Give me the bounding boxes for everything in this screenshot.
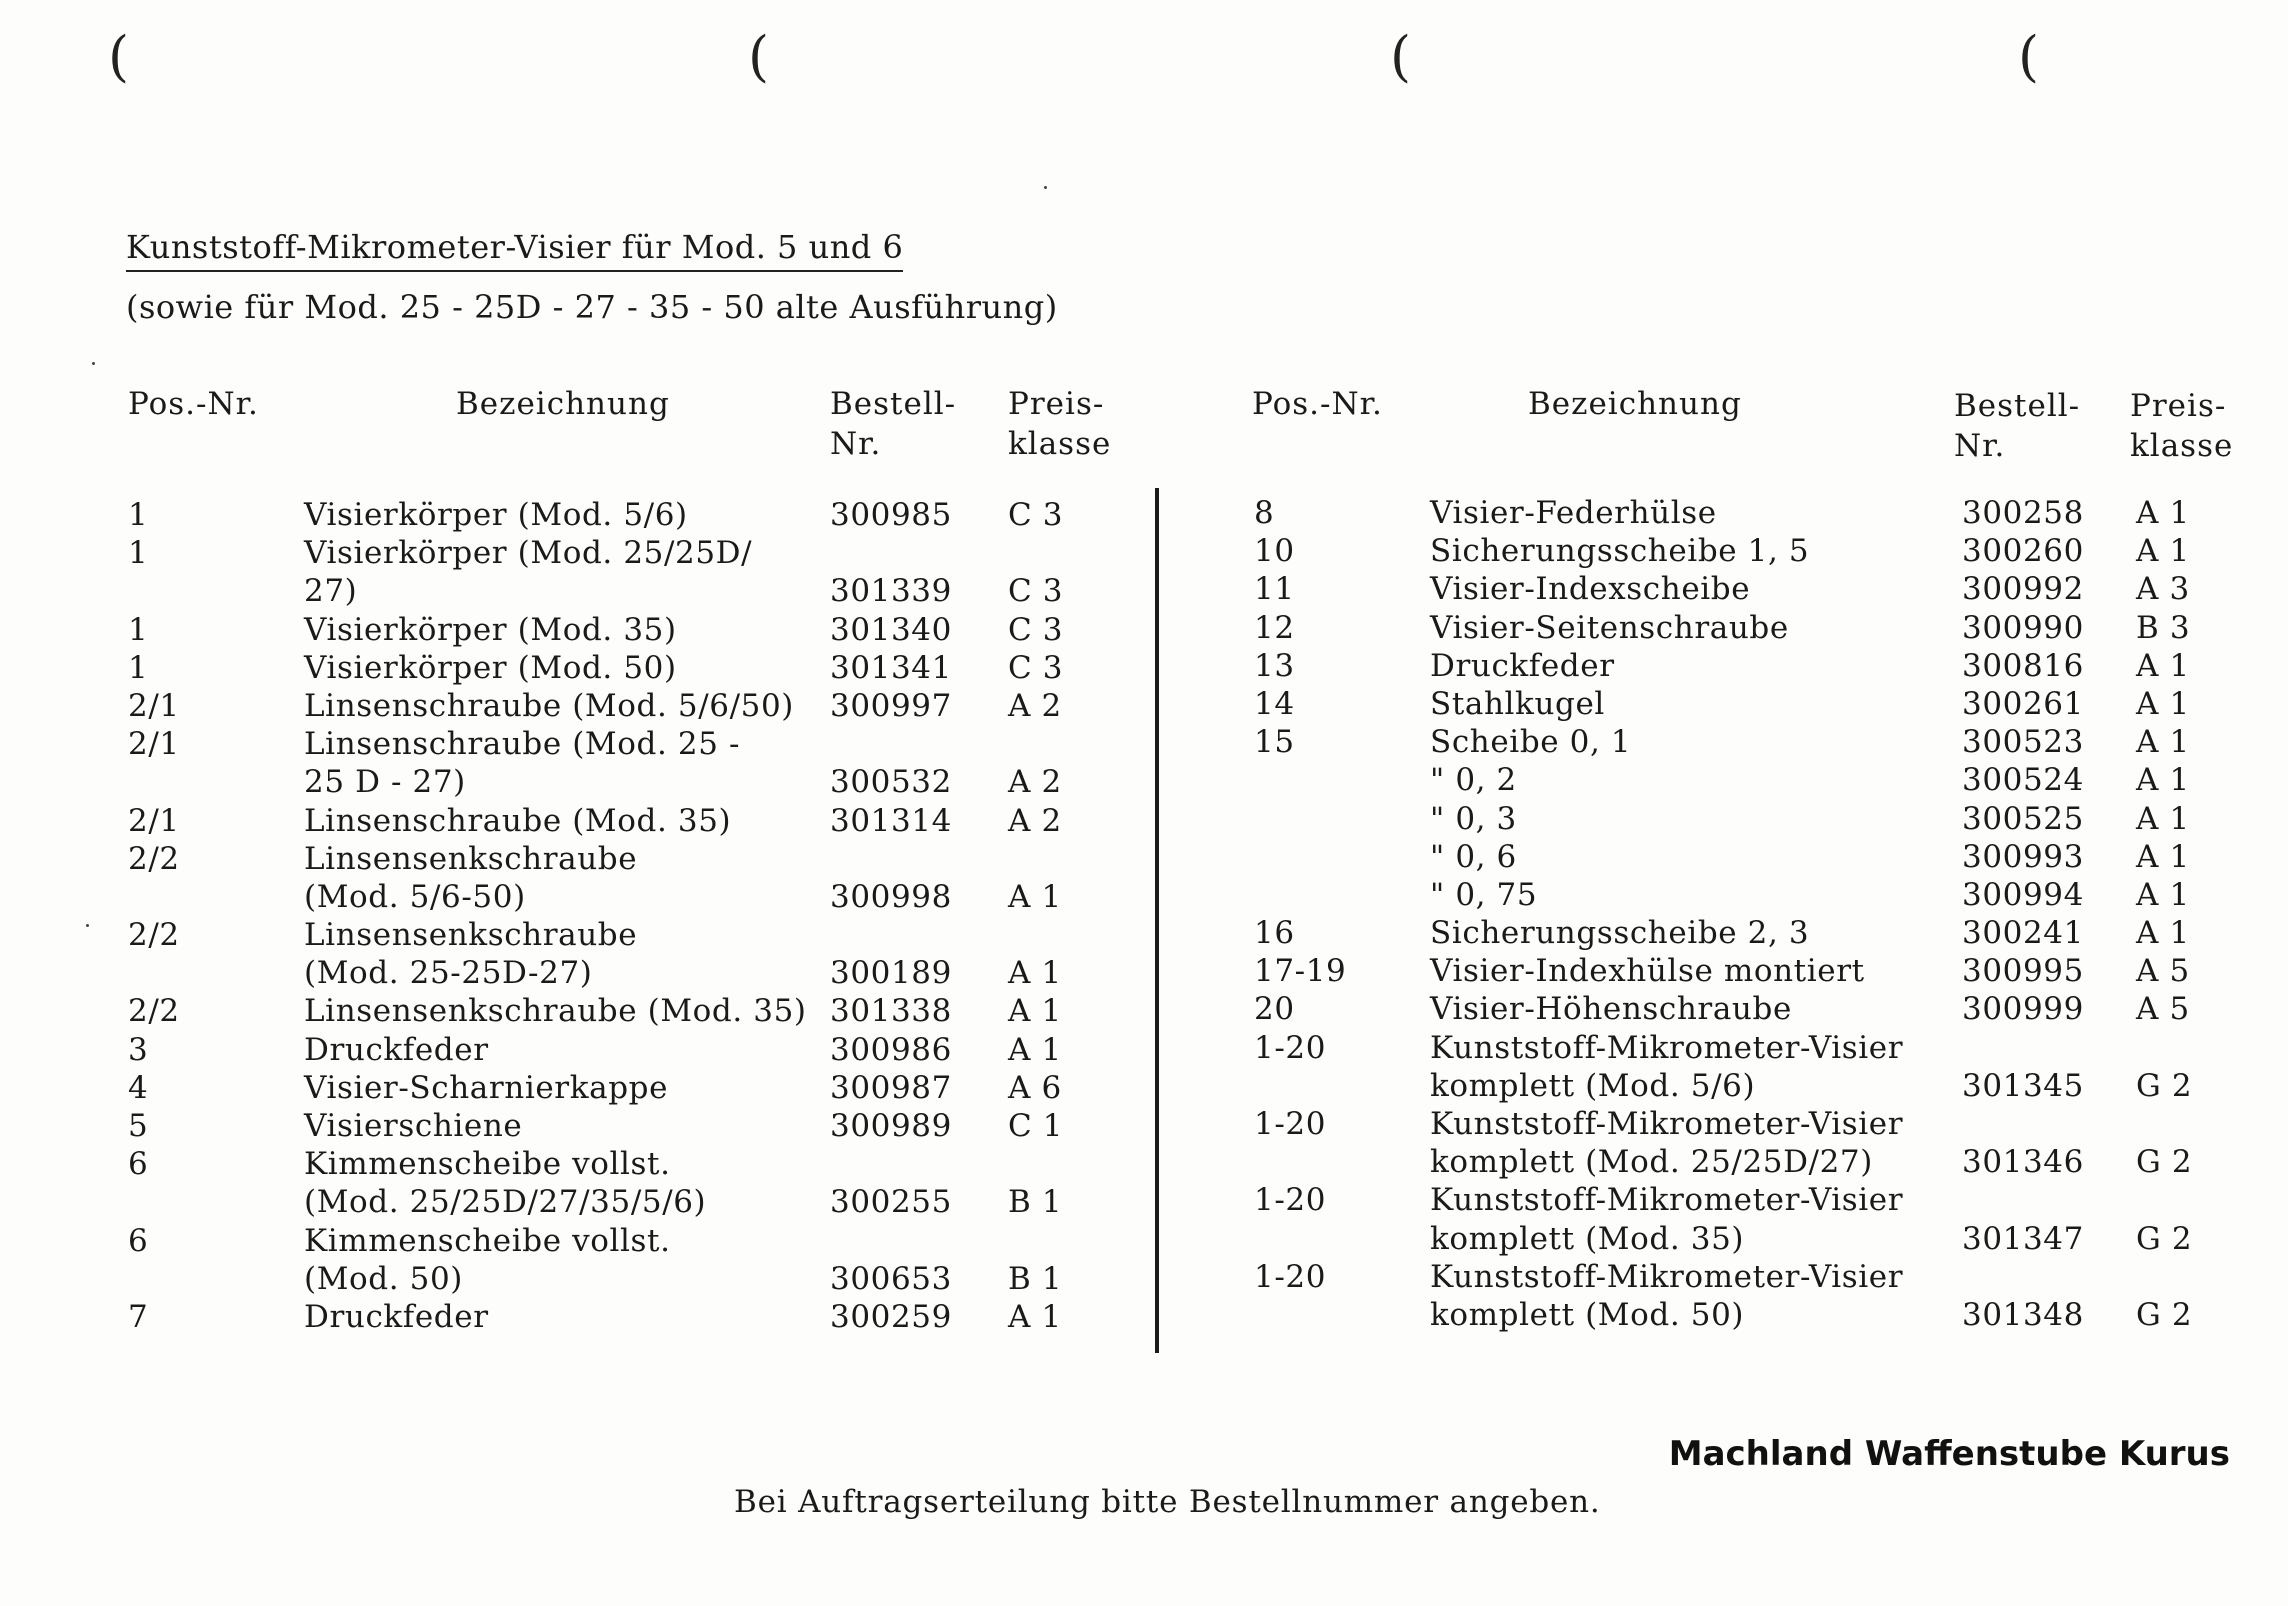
description-cell: Visier-Seitenschraube (1430, 609, 1789, 646)
description-cell: Visier-Scharnierkappe (304, 1069, 669, 1106)
price-class-cell: C 3 (1008, 573, 1064, 610)
price-class-cell: A 2 (1008, 764, 1062, 801)
header-order-line2: Nr. (1954, 428, 2006, 464)
description-cell: Druckfeder (304, 1298, 489, 1335)
header-desc-left: Bezeichnung (456, 386, 670, 422)
pos-cell: 2/2 (128, 917, 180, 954)
pos-cell: 13 (1254, 647, 1295, 684)
table-row (0, 496, 1150, 534)
order-number-cell: 300989 (830, 1108, 952, 1144)
order-number-cell: 300997 (830, 687, 952, 724)
footer-note: Bei Auftragserteilung bitte Bestellnummer angeben. (734, 1484, 1601, 1520)
order-number-cell: 300985 (830, 497, 952, 533)
brand-label: Machland Waffenstube Kurus (1668, 1434, 2230, 1474)
table-row (1150, 1105, 2288, 1143)
description-cell: Druckfeder (1430, 647, 1615, 684)
price-class-cell: B 1 (1008, 1184, 1063, 1221)
header-price-line1: Preis- (2130, 388, 2227, 424)
description-cell: Linsenschraube (Mod. 25 - (304, 726, 741, 763)
order-number-cell: 300998 (830, 878, 952, 915)
table-row (0, 1145, 1150, 1183)
table-row (1150, 761, 2288, 799)
description-cell: Linsenschraube (Mod. 35) (304, 802, 732, 839)
price-class-cell: A 1 (2136, 647, 2190, 684)
description-cell: komplett (Mod. 35) (1430, 1220, 1745, 1257)
table-row (0, 1031, 1150, 1069)
description-cell: Kunststoff-Mikrometer-Visier (1430, 1106, 1904, 1142)
punch-hole-mark: ( (2018, 25, 2040, 88)
table-row (0, 725, 1150, 763)
pos-cell: 12 (1254, 609, 1295, 646)
table-row (1150, 1181, 2288, 1219)
description-cell: Kunststoff-Mikrometer-Visier (1430, 1258, 1904, 1295)
table-row (1150, 723, 2288, 761)
parts-table-left (0, 496, 1150, 1336)
description-cell: " 0, 3 (1430, 800, 1517, 837)
document-subtitle: (sowie für Mod. 25 - 25D - 27 - 35 - 50 alte Ausführung) (126, 288, 1058, 326)
description-cell: (Mod. 50) (304, 1260, 463, 1297)
table-row (1150, 570, 2288, 608)
price-class-cell: B 1 (1008, 1260, 1063, 1297)
order-number-cell: 301345 (1962, 1067, 2084, 1104)
price-class-cell: C 3 (1008, 611, 1064, 648)
order-number-cell: 300987 (830, 1069, 952, 1106)
table-row (1150, 1296, 2288, 1334)
price-class-cell: G 2 (2136, 1220, 2193, 1257)
table-row (0, 534, 1150, 572)
table-row (0, 611, 1150, 649)
price-class-cell: A 1 (2136, 800, 2190, 837)
order-number-cell: 300255 (830, 1184, 952, 1221)
punch-hole-mark: ( (748, 25, 770, 88)
price-class-cell: A 2 (1008, 687, 1062, 724)
header-order-right (1954, 386, 2080, 466)
description-cell: Kimmenscheibe vollst. (304, 1146, 671, 1183)
price-class-cell: B 3 (2136, 609, 2191, 646)
pos-cell: 6 (128, 1146, 149, 1183)
description-cell: Visier-Federhülse (1430, 495, 1717, 531)
pos-cell: 17-19 (1254, 953, 1347, 990)
table-row (0, 1183, 1150, 1221)
order-number-cell: 300259 (830, 1298, 952, 1335)
order-number-cell: 300986 (830, 1031, 952, 1068)
scan-speck (92, 362, 95, 365)
table-row (1150, 494, 2288, 532)
description-cell: Visierkörper (Mod. 35) (304, 611, 677, 648)
table-row (0, 1260, 1150, 1298)
order-number-cell: 300261 (1962, 685, 2084, 722)
order-number-cell: 300653 (830, 1260, 952, 1297)
price-class-cell: A 1 (1008, 1031, 1062, 1068)
description-cell: komplett (Mod. 50) (1430, 1296, 1745, 1333)
header-order-line1: Bestell- (830, 386, 957, 422)
order-number-cell: 300990 (1962, 609, 2084, 646)
table-row (1150, 838, 2288, 876)
document-title: Kunststoff-Mikrometer-Visier für Mod. 5 und 6 (126, 228, 903, 272)
price-class-cell: A 1 (1008, 993, 1062, 1030)
price-class-cell: A 1 (1008, 878, 1062, 915)
header-price-line2: klasse (2130, 428, 2234, 464)
description-cell: komplett (Mod. 5/6) (1430, 1067, 1756, 1104)
pos-cell: 1-20 (1254, 1258, 1327, 1295)
order-number-cell: 301348 (1962, 1296, 2084, 1333)
pos-cell: 2/2 (128, 840, 180, 877)
description-cell: Scheibe 0, 1 (1430, 724, 1632, 761)
scan-speck (1044, 186, 1047, 189)
description-cell: " 0, 75 (1430, 876, 1538, 913)
table-row (1150, 1067, 2288, 1105)
table-row (1150, 685, 2288, 723)
order-number-cell: 300999 (1962, 991, 2084, 1028)
pos-cell: 8 (1254, 495, 1275, 531)
description-cell: Visierkörper (Mod. 5/6) (304, 497, 688, 533)
pos-cell: 16 (1254, 915, 1295, 952)
order-number-cell: 300260 (1962, 533, 2084, 570)
pos-cell: 20 (1254, 991, 1295, 1028)
table-row (0, 1069, 1150, 1107)
description-cell: " 0, 6 (1430, 838, 1517, 875)
description-cell: Visierkörper (Mod. 25/25D/ (304, 535, 753, 572)
description-cell: Linsensenkschraube (304, 917, 638, 954)
table-row (0, 1298, 1150, 1336)
description-cell: Druckfeder (304, 1031, 489, 1068)
pos-cell: 11 (1254, 571, 1295, 608)
header-price-left (1008, 384, 1111, 464)
header-pos-left: Pos.-Nr. (128, 386, 259, 422)
description-cell: 25 D - 27) (304, 764, 466, 801)
price-class-cell: A 3 (2136, 571, 2190, 608)
description-cell: Linsensenkschraube (Mod. 35) (304, 993, 807, 1030)
table-row (1150, 800, 2288, 838)
price-class-cell: G 2 (2136, 1144, 2193, 1181)
pos-cell: 1 (128, 611, 149, 648)
pos-cell: 1 (128, 497, 149, 533)
header-price-line2: klasse (1008, 426, 1112, 462)
price-class-cell: A 5 (2136, 953, 2190, 990)
table-row (0, 687, 1150, 725)
order-number-cell: 300241 (1962, 915, 2084, 952)
order-number-cell: 300524 (1962, 762, 2084, 799)
pos-cell: 1 (128, 649, 149, 686)
pos-cell: 1-20 (1254, 1029, 1327, 1066)
pos-cell: 1 (128, 535, 149, 572)
table-row (0, 916, 1150, 954)
order-number-cell: 300992 (1962, 571, 2084, 608)
price-class-cell: A 1 (1008, 955, 1062, 992)
price-class-cell: A 2 (1008, 802, 1062, 839)
price-class-cell: A 1 (2136, 876, 2190, 913)
description-cell: Sicherungsscheibe 1, 5 (1430, 533, 1810, 570)
price-class-cell: G 2 (2136, 1296, 2193, 1333)
description-cell: Visier-Höhenschraube (1430, 991, 1792, 1028)
header-order-line1: Bestell- (1954, 388, 2081, 424)
price-class-cell: A 5 (2136, 991, 2190, 1028)
order-number-cell: 300993 (1962, 838, 2084, 875)
description-cell: 27) (304, 573, 358, 610)
pos-cell: 2/1 (128, 687, 180, 724)
table-row (1150, 990, 2288, 1028)
order-number-cell: 300995 (1962, 953, 2084, 990)
table-row (1150, 609, 2288, 647)
description-cell: Linsensenkschraube (304, 840, 638, 877)
table-row (1150, 876, 2288, 914)
punch-hole-mark: ( (108, 25, 130, 88)
description-cell: Visier-Indexhülse montiert (1430, 953, 1865, 990)
order-number-cell: 301338 (830, 993, 952, 1030)
table-row (1150, 1029, 2288, 1067)
table-row (1150, 532, 2288, 570)
description-cell: " 0, 2 (1430, 762, 1517, 799)
price-class-cell: A 1 (2136, 533, 2190, 570)
table-row (0, 878, 1150, 916)
pos-cell: 7 (128, 1298, 149, 1335)
table-row (0, 840, 1150, 878)
table-row (1150, 952, 2288, 990)
table-row (0, 572, 1150, 610)
pos-cell: 1-20 (1254, 1106, 1327, 1142)
order-number-cell: 301339 (830, 573, 952, 610)
price-class-cell: C 3 (1008, 649, 1064, 686)
table-row (0, 763, 1150, 801)
header-price-right (2130, 386, 2233, 466)
pos-cell: 6 (128, 1222, 149, 1259)
pos-cell: 3 (128, 1031, 149, 1068)
order-number-cell: 301341 (830, 649, 952, 686)
order-number-cell: 301340 (830, 611, 952, 648)
order-number-cell: 300816 (1962, 647, 2084, 684)
parts-table-right (1150, 494, 2288, 1334)
description-cell: Visierkörper (Mod. 50) (304, 649, 677, 686)
price-class-cell: A 1 (2136, 685, 2190, 722)
price-class-cell: C 1 (1008, 1108, 1064, 1144)
punch-hole-mark: ( (1390, 25, 1412, 88)
price-class-cell: A 1 (2136, 762, 2190, 799)
order-number-cell: 301346 (1962, 1144, 2084, 1181)
table-row (0, 992, 1150, 1030)
price-class-cell: G 2 (2136, 1067, 2193, 1104)
description-cell: (Mod. 25/25D/27/35/5/6) (304, 1184, 707, 1221)
description-cell: (Mod. 25-25D-27) (304, 955, 593, 992)
table-row (1150, 647, 2288, 685)
order-number-cell: 301314 (830, 802, 952, 839)
table-row (1150, 914, 2288, 952)
order-number-cell: 300258 (1962, 495, 2084, 531)
price-class-cell: A 1 (2136, 724, 2190, 761)
pos-cell: 1-20 (1254, 1182, 1327, 1219)
pos-cell: 14 (1254, 685, 1295, 722)
description-cell: Visier-Indexscheibe (1430, 571, 1751, 608)
table-row (0, 802, 1150, 840)
description-cell: Kunststoff-Mikrometer-Visier (1430, 1029, 1904, 1066)
price-class-cell: A 1 (2136, 495, 2190, 531)
pos-cell: 15 (1254, 724, 1295, 761)
table-row (1150, 1143, 2288, 1181)
order-number-cell: 300994 (1962, 876, 2084, 913)
header-price-line1: Preis- (1008, 386, 1105, 422)
header-pos-right: Pos.-Nr. (1252, 386, 1383, 422)
price-class-cell: C 3 (1008, 497, 1064, 533)
pos-cell: 10 (1254, 533, 1295, 570)
price-class-cell: A 6 (1008, 1069, 1062, 1106)
table-row (1150, 1220, 2288, 1258)
header-order-left (830, 384, 956, 464)
pos-cell: 4 (128, 1069, 149, 1106)
description-cell: Sicherungsscheibe 2, 3 (1430, 915, 1810, 952)
table-row (0, 649, 1150, 687)
pos-cell: 2/1 (128, 802, 180, 839)
order-number-cell: 300523 (1962, 724, 2084, 761)
table-row (0, 954, 1150, 992)
order-number-cell: 300189 (830, 955, 952, 992)
table-row (1150, 1258, 2288, 1296)
pos-cell: 5 (128, 1108, 149, 1144)
price-class-cell: A 1 (2136, 838, 2190, 875)
description-cell: (Mod. 5/6-50) (304, 878, 526, 915)
description-cell: Visierschiene (304, 1108, 523, 1144)
description-cell: Kunststoff-Mikrometer-Visier (1430, 1182, 1904, 1219)
table-row (0, 1107, 1150, 1145)
pos-cell: 2/2 (128, 993, 180, 1030)
pos-cell: 2/1 (128, 726, 180, 763)
description-cell: Linsenschraube (Mod. 5/6/50) (304, 687, 794, 724)
header-order-line2: Nr. (830, 426, 882, 462)
description-cell: komplett (Mod. 25/25D/27) (1430, 1144, 1873, 1181)
order-number-cell: 301347 (1962, 1220, 2084, 1257)
header-desc-right: Bezeichnung (1528, 386, 1742, 422)
description-cell: Stahlkugel (1430, 685, 1605, 722)
order-number-cell: 300532 (830, 764, 952, 801)
description-cell: Kimmenscheibe vollst. (304, 1222, 671, 1259)
price-class-cell: A 1 (2136, 915, 2190, 952)
order-number-cell: 300525 (1962, 800, 2084, 837)
table-row (0, 1222, 1150, 1260)
price-class-cell: A 1 (1008, 1298, 1062, 1335)
